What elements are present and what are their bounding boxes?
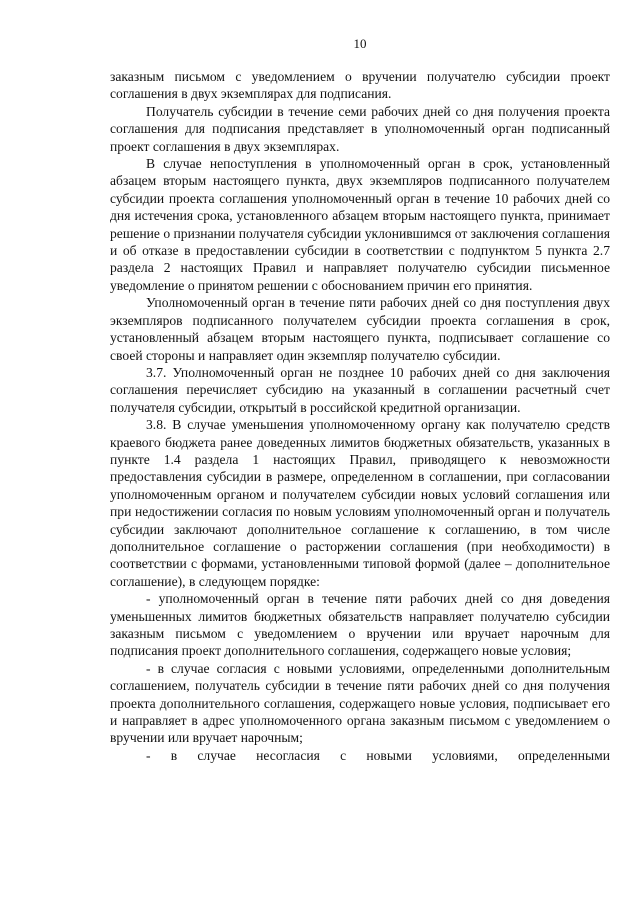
paragraph-3-7: 3.7. Уполномоченный орган не позднее 10 рабочих дней со дня заключения соглашения перечисляет субсидию на указанный в соглашении расчетный счет получателя субсидии, открытый в российской кредитной организации. xyxy=(110,364,610,415)
paragraph-continuation: заказным письмом с уведомлением о вручении получателю субсидии проект соглашения в двух экземплярах для подписания. xyxy=(110,69,610,102)
paragraph: Уполномоченный орган в течение пяти рабочих дней со дня поступления двух экземпляров подписанного получателем субсидии проекта соглашения в срок, установленный абзацем вторым настоящего пункта, подписывает соглашение со своей стороны и направляет один экземпляр получателю субсидии. xyxy=(110,295,610,363)
list-item: - в случае согласия с новыми условиями, определенными дополнительным соглашением, получатель субсидии в течение пяти рабочих дней со дня получения проекта дополнительного соглашения, содержащего новые условия, подписывает его и направляет в адрес уполномоченного органа заказным письмом с уведомлением о вручении или вручает нарочным; xyxy=(110,660,610,746)
paragraph-3-8: 3.8. В случае уменьшения уполномоченному органу как получателю средств краевого бюджета ранее доведенных лимитов бюджетных обязательств, указанных в пункте 1.4 раздела 1 настоящих Правил, приводящего к невозможности предоставления субсидии в размере, определенном в соглашении, при согласовании уполномоченным органом и получателем субсидии новых условий соглашения или при недостижении согласия по новым условиям уполномоченный орган и получатель субсидии заключают дополнительное соглашение к соглашению, в том числе дополнительное соглашение о расторжении соглашения (при необходимости) в соответствии с формами, установленными типовой формой (далее – дополнительное соглашение), в следующем порядке: xyxy=(110,417,610,589)
list-item: - уполномоченный орган в течение пяти рабочих дней со дня доведения уменьшенных лимитов бюджетных обязательств направляет получателю субсидии заказным письмом с уведомлением о вручении или вручает нарочным для подписания проект дополнительного соглашения, содержащего новые условия; xyxy=(110,591,610,659)
page-number: 10 xyxy=(353,36,367,51)
paragraph: Получатель субсидии в течение семи рабочих дней со дня получения проекта соглашения для подписания представляет в уполномоченный орган подписанный проект соглашения в двух экземплярах. xyxy=(110,103,610,154)
document-body xyxy=(110,68,610,764)
list-item: - в случае несогласия с новыми условиями, определенными xyxy=(146,747,610,763)
paragraph: В случае непоступления в уполномоченный орган в срок, установленный абзацем вторым настоящего пункта, двух экземпляров подписанного получателем субсидии проекта соглашения уполномоченный орган в течение 10 рабочих дней со дня истечения срока, установленного абзацем вторым настоящего пункта, принимает решение о признании получателя субсидии уклонившимся от заключения соглашения и об отказе в предоставлении субсидии в соответствии с подпунктом 5 пункта 2.7 раздела 2 настоящих Правил и направляет получателю субсидии письменное уведомление о принятом решении с обоснованием причин его принятия. xyxy=(110,156,610,293)
